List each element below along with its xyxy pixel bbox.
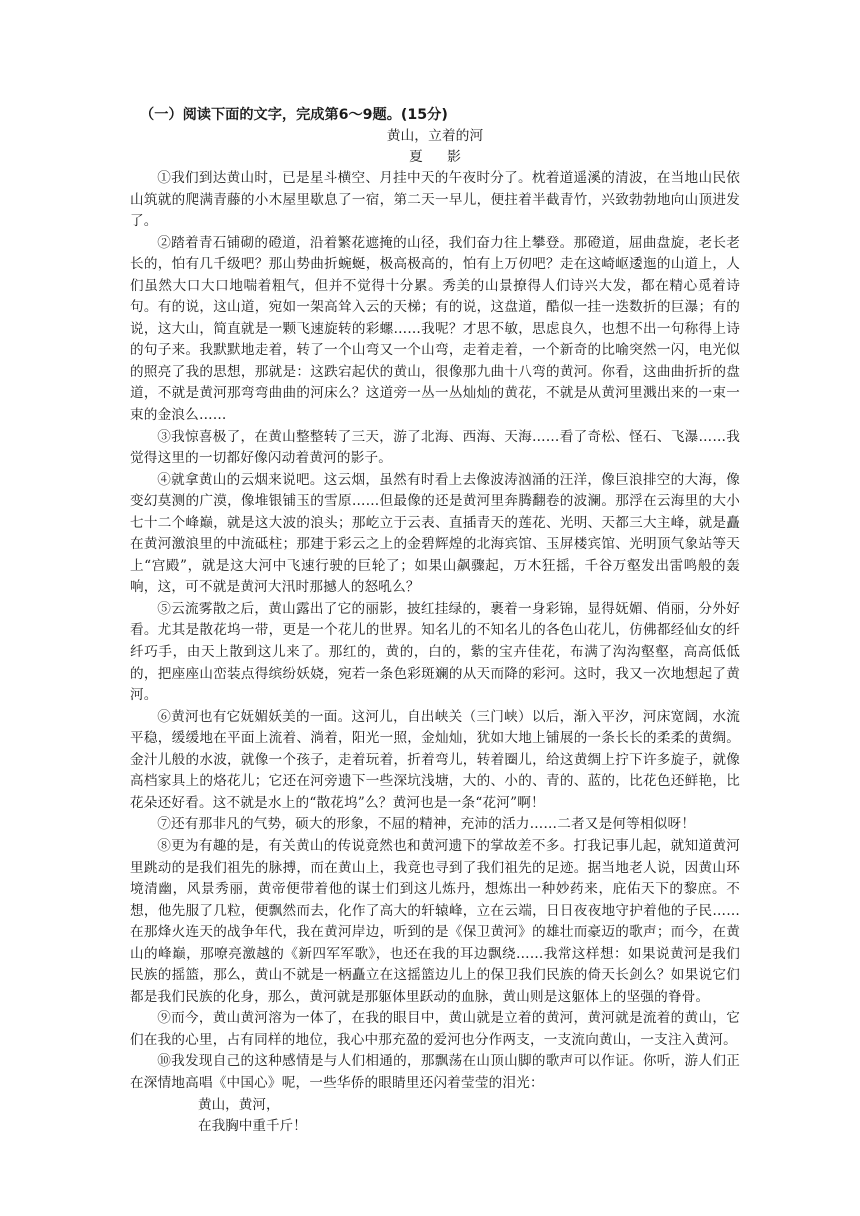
paragraph-8: ⑧更为有趣的是，有关黄山的传说竟然也和黄河遗下的掌故差不多。打我记事儿起，就知道黄河里跳动的是我们祖先的脉搏，而在黄山上，我竟也寻到了我们祖先的足迹。据当地老人说，因黄山环境清幽，风景秀丽，黄帝便带着他的谋士们到这儿炼丹，想炼出一种妙药来，庇佑天下的黎庶。不想，他先服了几粒，便飘然而去，化作了高大的轩辕峰，立在云端，日日夜夜地守护着他的子民……在那烽火连天的战争年代，我在黄河岸边，听到的是《保卫黄河》的雄壮而豪迈的歌声；而今，在黄山的峰巅，那嘹亮激越的《新四军军歌》，也还在我的耳边飘绕……我常这样想：如果说黄河是我们民族的摇篮，那么，黄山不就是一柄矗立在这摇篮边儿上的保卫我们民族的倚天长剑么？如果说它们都是我们民族的化身，那么，黄河就是那躯体里跃动的血脉，黄山则是这躯体上的坚强的脊骨。 <box>130 837 740 1005</box>
paragraph-3: ③我惊喜极了，在黄山整整转了三天，游了北海、西海、天海……看了奇松、怪石、飞瀑……我觉得这里的一切都好像闪动着黄河的影子。 <box>130 428 740 467</box>
paragraph-2: ②踏着青石铺砌的磴道，沿着繁花遮掩的山径，我们奋力往上攀登。那磴道，屈曲盘旋，老长老长的，怕有几千级吧？那山势曲折蜿蜒，极高极高的，怕有上万仞吧？走在这崎岖逶迤的山道上，人们虽然大口大口地喘着粗气，但并不觉得十分累。秀美的山景撩得人们诗兴大发，都在精心觅着诗句。有的说，这山道，宛如一架高耸入云的天梯；有的说，这盘道，酷似一挂一迭数折的巨瀑；有的说，这大山，简直就是一颗飞速旋转的彩螺……我呢？才思不敏，思虑良久，也想不出一句称得上诗的句子来。我默默地走着，转了一个山弯又一个山弯，走着走着，一个新奇的比喻突然一闪，电光似的照亮了我的思想，那就是：这跌宕起伏的黄山，很像那九曲十八弯的黄河。你看，这曲曲折折的盘道，不就是黄河那弯弯曲曲的河床么？这道旁一丛一丛灿灿的黄花，不就是从黄河里溅出来的一束一束的金浪么…… <box>130 234 740 424</box>
paragraph-7: ⑦还有那非凡的气势，硕大的形象，不屈的精神，充沛的活力……二者又是何等相似呀！ <box>157 816 696 833</box>
paragraph-4: ④就拿黄山的云烟来说吧。这云烟，虽然有时看上去像波涛汹涌的汪洋，像巨浪排空的大海，像变幻莫测的广漠，像堆银铺玉的雪原……但最像的还是黄河里奔腾翻卷的波澜。那浮在云海里的大小七十二个峰巅，就是这大波的浪头；那屹立于云表、直插青天的莲花、光明、天都三大主峰，就是矗在黄河激浪里的中流砥柱；那建于彩云之上的金碧辉煌的北海宾馆、玉屏楼宾馆、光明顶气象站等天上“宫殿”，就是这大河中飞速行驶的巨轮了；如果山飙骤起，万木狂摇，千谷万壑发出雷鸣般的轰响，这，可不就是黄河大汛时那撼人的怒吼么？ <box>130 471 740 596</box>
paragraph-1: ①我们到达黄山时，已是星斗横空、月挂中天的午夜时分了。枕着道遥溪的清波，在当地山民依山筑就的爬满青藤的小木屋里歇息了一宿，第二天一早儿，便拄着半截青竹，兴致勃勃地向山顶进发了。 <box>130 170 740 230</box>
paragraph-6: ⑥黄河也有它妩媚妖美的一面。这河儿，自出峡关（三门峡）以后，渐入平汐，河床宽阔，水流平稳，缓缓地在平面上流着、淌着，阳光一照，金灿灿，犹如大地上铺展的一条长长的柔柔的黄绸。金汁儿般的水波，就像一个孩子，走着玩着，折着弯儿，转着圈儿，给这黄绸上拧下许多旋子，就像高档家具上的烙花儿；它还在河旁遗下一些深坑浅塘，大的、小的、青的、蓝的，比花色还鲜艳，比花朵还好看。这不就是水上的“散花坞”么？黄河也是一条“花河”啊！ <box>130 708 740 811</box>
verse-line-1: 黄山，黄河， <box>198 1096 280 1113</box>
paragraph-9: ⑨而今，黄山黄河溶为一体了，在我的眼目中，黄山就是立着的黄河，黄河就是流着的黄山，它们在我的心里，占有同样的地位，我心中那充盈的爱河也分作两支，一支流向黄山，一支注入黄河。 <box>130 1010 740 1048</box>
question-heading: （一）阅读下面的文字，完成第6～9题。(15分) <box>140 107 448 123</box>
passage-author: 夏 影 <box>409 149 471 165</box>
verse-line-2: 在我胸中重千斤！ <box>198 1118 307 1135</box>
reading-passage <box>130 104 740 1138</box>
passage-title: 黄山，立着的河 <box>386 128 484 144</box>
paragraph-5: ⑤云流雾散之后，黄山露出了它的丽影，披红挂绿的，裹着一身彩锦，显得妩媚、俏丽，分外好看。尤其是散花坞一带，更是一个花儿的世界。知名儿的不知名儿的各色山花儿，仿佛都经仙女的纤纤巧手，由天上散到这儿来了。那红的，黄的，白的，紫的宝卉佳花，布满了沟沟壑壑，高高低低的，把座座山峦装点得缤纷妖娆，宛若一条色彩斑斓的从天而降的彩河。这时，我又一次地想起了黄河。 <box>130 600 740 704</box>
paragraph-10: ⑩我发现自己的这种感情是与人们相通的，那飘荡在山顶山脚的歌声可以作证。你听，游人们正在深情地高唱《中国心》呢，一些华侨的眼睛里还闪着莹莹的泪光： <box>130 1053 740 1091</box>
